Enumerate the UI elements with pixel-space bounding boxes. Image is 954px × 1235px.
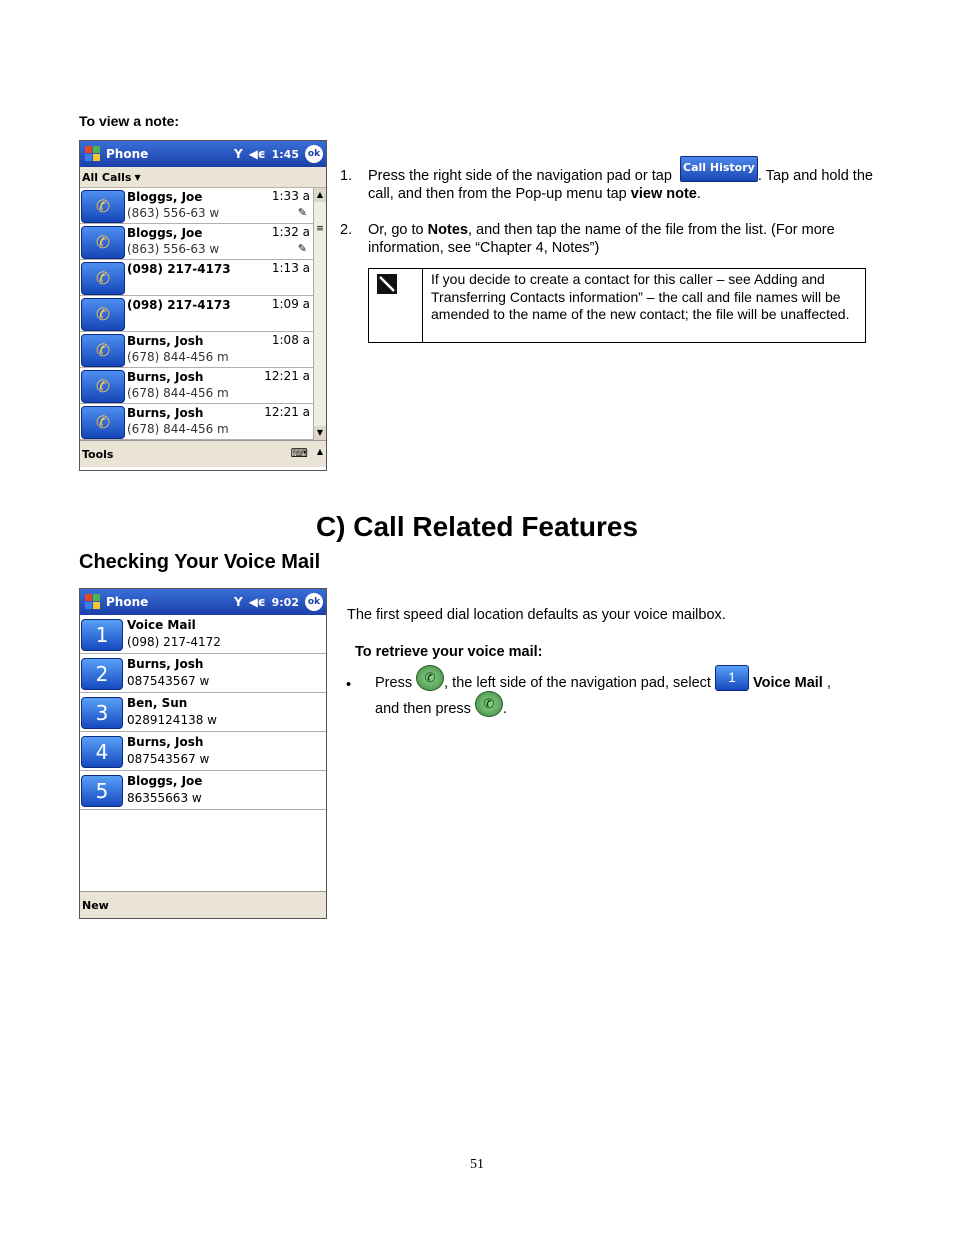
speed-dial-info <box>127 693 217 731</box>
bullet-end: and then press <box>375 701 471 717</box>
call-time: 12:21 a <box>264 405 310 419</box>
call-list <box>80 188 326 440</box>
call-row[interactable] <box>80 296 326 332</box>
outgoing-call-icon: ✆ <box>81 370 125 403</box>
menu-bar <box>80 891 326 918</box>
clock: 9:02 <box>271 595 299 609</box>
speed-dial-info <box>127 732 209 770</box>
call-row[interactable] <box>80 404 326 440</box>
contact-name: Burns, Josh <box>127 735 204 749</box>
step-2-number: 2. <box>340 222 353 238</box>
phone-call-log-screenshot <box>79 140 327 471</box>
speed-dial-key[interactable]: 5 <box>81 775 123 807</box>
menu-bar <box>80 440 326 467</box>
ok-button[interactable]: ok <box>305 593 323 611</box>
title-bar <box>80 589 326 615</box>
speed-dial-key[interactable]: 1 <box>81 619 123 651</box>
caller-number: (863) 556-63 w <box>127 206 220 220</box>
tools-menu[interactable]: Tools <box>82 447 114 461</box>
note-attached-icon[interactable]: ✎ <box>297 206 307 219</box>
call-row[interactable] <box>80 224 326 260</box>
step-1-text: Press the right side of the navigation pad or tap <box>368 168 672 184</box>
caller-number: (678) 844-456 m <box>127 350 229 364</box>
speaker-icon[interactable]: ◀ϵ <box>248 595 266 609</box>
windows-start-icon[interactable] <box>84 145 102 163</box>
call-time: 12:21 a <box>264 369 310 383</box>
contact-number: 087543567 w <box>127 674 210 688</box>
phone-speed-dial-screenshot <box>79 588 327 919</box>
bullet-marker: • <box>346 677 352 693</box>
call-row[interactable] <box>80 188 326 224</box>
view-note-heading: To view a note: <box>79 113 180 129</box>
outgoing-call-icon: ✆ <box>81 190 125 223</box>
speed-dial-row[interactable] <box>80 732 326 771</box>
scroll-thumb-icon[interactable]: ≡ <box>316 224 324 234</box>
call-time: 1:32 a <box>271 225 310 239</box>
scroll-up-arrow-icon[interactable]: ▲ <box>314 188 326 202</box>
caller-name: (098) 217-4173 <box>127 298 231 312</box>
call-row[interactable] <box>80 260 326 296</box>
view-note-label: view note <box>630 186 697 202</box>
outgoing-call-icon: ✆ <box>81 262 125 295</box>
input-arrow-icon[interactable]: ▲ <box>316 447 323 456</box>
app-title: Phone <box>106 595 149 609</box>
caller-number: (678) 844-456 m <box>127 386 229 400</box>
talk-key-icon: ✆ <box>416 665 444 691</box>
step-2-prefix: Or, go to <box>368 222 428 238</box>
contact-number: 0289124138 w <box>127 713 217 727</box>
clock: 1:45 <box>271 147 299 161</box>
title-bar <box>80 141 326 167</box>
notes-label: Notes <box>427 222 468 238</box>
caller-number: (678) 844-456 m <box>127 422 229 436</box>
note-icon-cell <box>369 269 423 342</box>
call-filter-dropdown[interactable] <box>80 167 326 188</box>
chevron-down-icon: ▼ <box>134 172 141 182</box>
bullet-press: Press <box>375 675 413 691</box>
call-time: 1:33 a <box>271 189 310 203</box>
voice-mail-label: Voice Mail <box>753 675 823 691</box>
speed-dial-info <box>127 654 209 692</box>
call-time: 1:09 a <box>271 297 310 311</box>
step-1 <box>340 161 880 203</box>
signal-icon: Y <box>233 147 243 161</box>
caller-name: Bloggs, Joe <box>127 226 203 240</box>
outgoing-call-icon: ✆ <box>81 226 125 259</box>
talk-key-icon: ✆ <box>475 691 503 717</box>
voicemail-intro: The first speed dial location defaults as your voice mailbox. <box>347 607 726 623</box>
retrieve-heading: To retrieve your voice mail: <box>355 644 543 660</box>
caller-name: Bloggs, Joe <box>127 190 203 204</box>
contact-name: Burns, Josh <box>127 657 204 671</box>
note-attached-icon[interactable]: ✎ <box>297 242 307 255</box>
speed-dial-1-icon: 1 <box>715 665 749 691</box>
section-subtitle: Checking Your Voice Mail <box>79 551 321 573</box>
step-2 <box>340 221 880 257</box>
speed-dial-info <box>127 615 221 653</box>
call-row[interactable] <box>80 368 326 404</box>
speed-dial-list <box>80 615 326 891</box>
speed-dial-key[interactable]: 3 <box>81 697 123 729</box>
filter-label: All Calls <box>82 170 132 184</box>
speed-dial-row[interactable] <box>80 771 326 810</box>
speed-dial-row[interactable] <box>80 693 326 732</box>
contact-number: 86355663 w <box>127 791 202 805</box>
call-time: 1:13 a <box>271 261 310 275</box>
step-1-number: 1. <box>340 168 353 184</box>
outgoing-call-icon: ✆ <box>81 334 125 367</box>
contact-name: Voice Mail <box>127 618 196 632</box>
step-1-end: . <box>696 186 701 202</box>
retrieve-bullet <box>346 670 886 722</box>
windows-start-icon[interactable] <box>84 593 102 611</box>
outgoing-call-icon: ✆ <box>81 406 125 439</box>
speed-dial-info <box>127 771 202 809</box>
keyboard-icon[interactable]: ⌨ <box>290 446 308 460</box>
caller-name: Burns, Josh <box>127 334 204 348</box>
note-icon <box>377 274 397 294</box>
speaker-icon[interactable]: ◀ϵ <box>248 147 266 161</box>
call-history-button[interactable]: Call History <box>680 156 758 182</box>
caller-name: (098) 217-4173 <box>127 262 231 276</box>
speed-dial-row[interactable] <box>80 615 326 654</box>
step-2-rest: , and then tap the name of the file from the list. (For more information, see “Chapter 4, Notes”) <box>368 222 835 256</box>
app-title: Phone <box>106 147 149 161</box>
scrollbar[interactable] <box>313 188 326 440</box>
speed-dial-key[interactable]: 2 <box>81 658 123 690</box>
caller-number: (863) 556-63 w <box>127 242 220 256</box>
contact-name: Ben, Sun <box>127 696 188 710</box>
call-row[interactable] <box>80 332 326 368</box>
call-time: 1:08 a <box>271 333 310 347</box>
step-1-text-mid: . Tap and hold the call, and then from the Pop-up menu tap <box>368 168 873 202</box>
contact-name: Bloggs, Joe <box>127 774 203 788</box>
bullet-comma: , <box>822 675 831 691</box>
bullet-mid: , the left side of the navigation pad, select <box>444 675 711 691</box>
caller-name: Burns, Josh <box>127 406 204 420</box>
speed-dial-row[interactable] <box>80 654 326 693</box>
new-menu[interactable]: New <box>82 898 109 912</box>
signal-icon: Y <box>233 595 243 609</box>
speed-dial-key[interactable]: 4 <box>81 736 123 768</box>
contact-number: 087543567 w <box>127 752 210 766</box>
contact-number: (098) 217-4172 <box>127 635 221 649</box>
scroll-down-arrow-icon[interactable]: ▼ <box>314 426 326 440</box>
page-number: 51 <box>470 1157 484 1172</box>
ok-button[interactable]: ok <box>305 145 323 163</box>
note-text: If you decide to create a contact for this caller – see Adding and Transferring Contacts information” – the call and file names will be amended to the name of the new contact; the file will be unaffected. <box>431 271 850 322</box>
caller-name: Burns, Josh <box>127 370 204 384</box>
note-box <box>368 268 866 343</box>
bullet-period: . <box>502 701 507 717</box>
outgoing-call-icon: ✆ <box>81 298 125 331</box>
section-title: C) Call Related Features <box>315 511 639 542</box>
